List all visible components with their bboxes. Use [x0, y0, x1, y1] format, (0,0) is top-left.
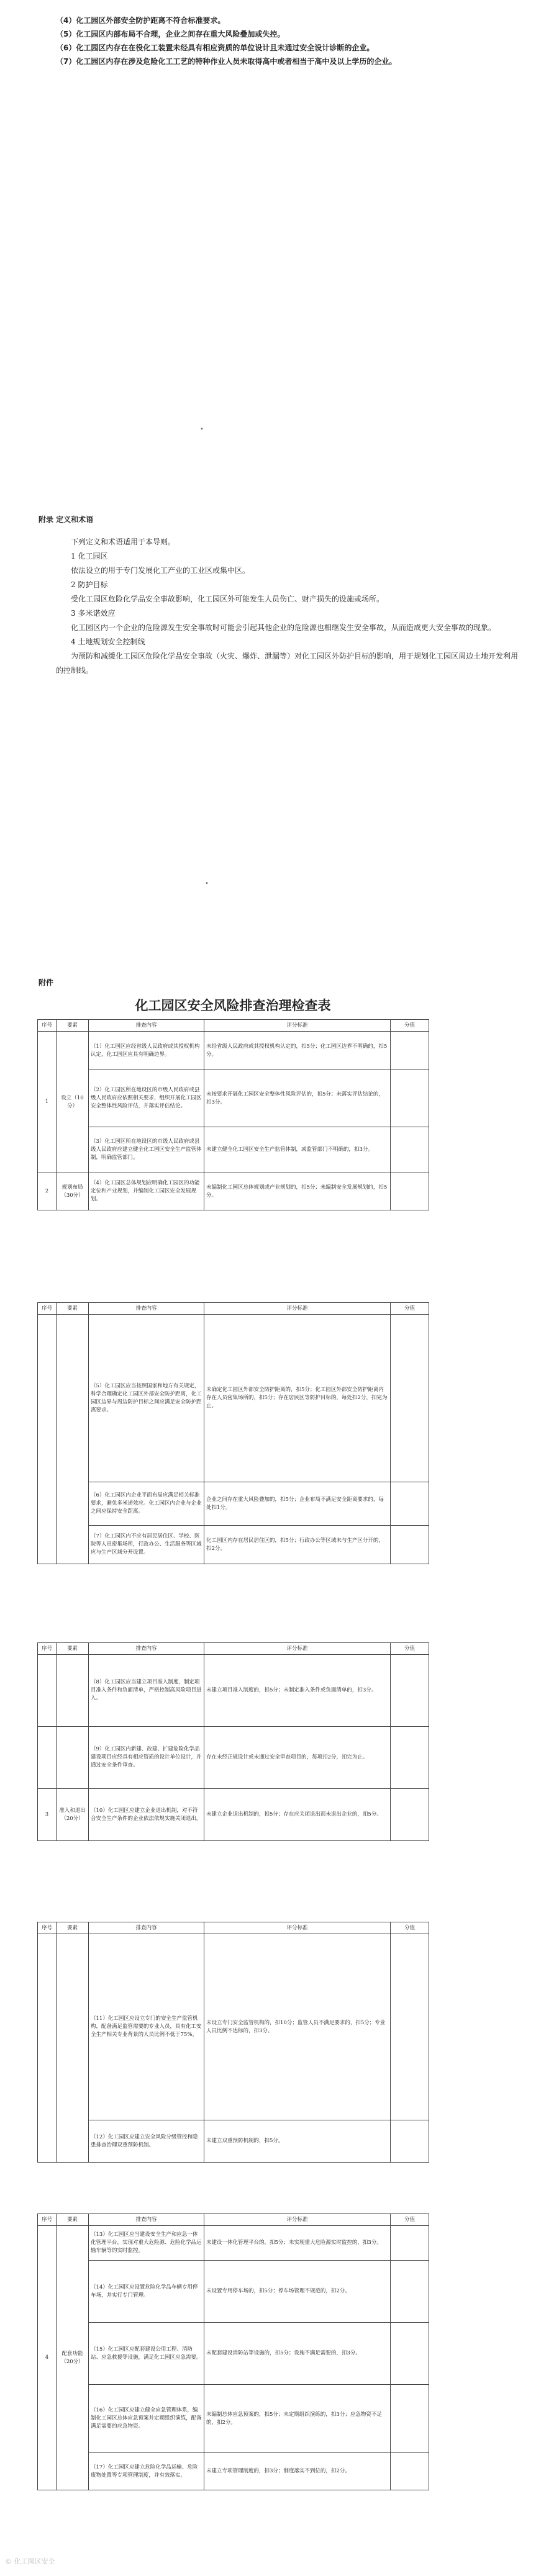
cell-content: （9）化工园区内新建、改建、扩建危险化学品建设项目应经具有相应资质的设计单位设计，并通过安全条件审查。: [89, 1727, 204, 1789]
table-row: [38, 1173, 429, 1210]
table-row: [38, 1032, 429, 1070]
table-row: [38, 1482, 429, 1526]
cell-score: [391, 1727, 429, 1789]
cell-no: 3: [38, 1789, 57, 1841]
check-table-4: [37, 1922, 429, 2163]
cell-score: [391, 2323, 429, 2385]
definition-term: 2 防护目标: [71, 580, 108, 589]
cell-element: 准入和退出（20分）: [57, 1789, 89, 1841]
attachment-title: 化工园区安全风险排查治理检查表: [135, 998, 331, 1013]
table-row: [38, 1934, 429, 2120]
cell-score: [391, 2261, 429, 2323]
header-score: 分值: [391, 1020, 429, 1032]
cell-content: （12）化工园区应建立安全风险分级管控和隐患排查治理双重预防机制。: [89, 2120, 204, 2163]
header-criteria: 评分标准: [204, 1303, 391, 1315]
table-header-row: [38, 1020, 429, 1032]
intro-item: （7）化工园区内存在涉及危险化工工艺的特种作业人员未取得高中或者相当于高中及以上学历的企业。: [56, 57, 397, 66]
header-content: 排查内容: [89, 1643, 204, 1655]
check-table-3: [37, 1642, 429, 1841]
header-content: 排查内容: [89, 1922, 204, 1934]
cell-element: [57, 1655, 89, 1727]
cell-content: （13）化工园区应当建设安全生产和应急一体化管理平台，实现对重大危险源、危险化学品运输车辆等的实时监控。: [89, 2226, 204, 2261]
cell-criteria: 未建立企业退出机制的，扣5分；存在应关闭退出而未退出企业的，扣5分。: [204, 1789, 391, 1841]
table-row: [38, 2120, 429, 2163]
cell-criteria: 未编制化工园区总体规划或产业规划的，扣5分；未编制安全发展规划的，扣5分。: [204, 1173, 391, 1210]
header-no: 序号: [38, 1303, 57, 1315]
table-row: [38, 1727, 429, 1789]
header-content: 排查内容: [89, 1020, 204, 1032]
header-content: 排查内容: [89, 2214, 204, 2226]
header-criteria: 评分标准: [204, 1020, 391, 1032]
cell-score: [391, 2120, 429, 2163]
cell-score: [391, 1482, 429, 1526]
table-row: [38, 2226, 429, 2261]
definition-term: 4 土地规划安全控制线: [71, 637, 145, 646]
cell-content: （3）化工园区所在地设区的市级人民政府或县级人民政府应建立健全化工园区安全生产监管体制，明确监管部门。: [89, 1127, 204, 1173]
header-no: 序号: [38, 1643, 57, 1655]
page-marker: •: [205, 880, 209, 887]
header-element: 要素: [57, 1020, 89, 1032]
cell-criteria: 未设置专用停车场的，扣5分；停车场管理不规范的，扣2分。: [204, 2261, 391, 2323]
cell-content: （10）化工园区应建立企业退出机制，对不符合安全生产条件的企业依法依规实施关闭退出。: [89, 1789, 204, 1841]
attachment-label: 附件: [39, 978, 54, 987]
cell-score: [391, 1315, 429, 1482]
cell-content: （2）化工园区所在地设区的市级人民政府或县级人民政府应依照相关要求，组织开展化工园区安全整体性风险评估，并落实评估结论。: [89, 1070, 204, 1127]
cell-no: 2: [38, 1173, 57, 1210]
cell-criteria: 未经省级人民政府或其授权机构认定的，扣5分；化工园区边界不明确的，扣5分。: [204, 1032, 391, 1070]
cell-score: [391, 2385, 429, 2453]
table-header-row: [38, 1303, 429, 1315]
intro-item: （4）化工园区外部安全防护距离不符合标准要求。: [56, 16, 225, 25]
header-score: 分值: [391, 1922, 429, 1934]
table-row: [38, 1526, 429, 1564]
cell-criteria: 未建立专项管理制度的，扣3分；制度落实不到位的，扣2分。: [204, 2453, 391, 2490]
header-criteria: 评分标准: [204, 1922, 391, 1934]
cell-no: [38, 1655, 57, 1727]
cell-no: [38, 1315, 57, 1564]
cell-criteria: 未建立健全化工园区安全生产监管体制，或监管部门不明确的，扣3分。: [204, 1127, 391, 1173]
header-score: 分值: [391, 2214, 429, 2226]
cell-score: [391, 1127, 429, 1173]
intro-item: （5）化工园区内部布局不合理，企业之间存在重大风险叠加或失控。: [56, 30, 285, 38]
cell-score: [391, 2453, 429, 2490]
cell-element: 设立（10分）: [57, 1032, 89, 1173]
header-element: 要素: [57, 1643, 89, 1655]
table-row: [38, 2323, 429, 2385]
cell-score: [391, 1655, 429, 1727]
page-marker: •: [200, 426, 204, 433]
cell-element: 配套功能（20分）: [57, 2226, 89, 2490]
cell-content: （1）化工园区应经省级人民政府或其授权机构认定，化工园区应具有明确边界。: [89, 1032, 204, 1070]
header-element: 要素: [57, 1303, 89, 1315]
table-row: [38, 1127, 429, 1173]
cell-no: [38, 1934, 57, 2163]
cell-content: （7）化工园区内不应有居民居住区、学校、医院等人员密集场所，行政办公、生活服务等区域应与生产区域分开设置。: [89, 1526, 204, 1564]
table-row: [38, 2385, 429, 2453]
cell-score: [391, 1173, 429, 1210]
cell-content: （8）化工园区应当建立项目准入制度，制定项目准入条件和负面清单，严格控制高风险项目进入。: [89, 1655, 204, 1727]
cell-score: [391, 1070, 429, 1127]
header-criteria: 评分标准: [204, 2214, 391, 2226]
header-criteria: 评分标准: [204, 1643, 391, 1655]
header-no: 序号: [38, 1922, 57, 1934]
cell-content: （16）化工园区应建立健全应急管理体系，编制化工园区总体应急预案并定期组织演练，配备满足需要的应急物资。: [89, 2385, 204, 2453]
watermark-text: © 化工园区安全: [5, 2557, 55, 2565]
header-content: 排查内容: [89, 1303, 204, 1315]
cell-content: （11）化工园区应设立专门的安全生产监管机构，配备满足监管需要的专业人员，具有化工安全生产相关专业背景的人员比例不低于75%。: [89, 1934, 204, 2120]
definition-text: 化工园区内一个企业的危险源发生安全事故时可能会引起其他企业的危险源也相继发生安全事故，从而造成更大安全事故的现象。: [71, 623, 496, 632]
header-score: 分值: [391, 1643, 429, 1655]
table-row: [38, 1315, 429, 1482]
cell-criteria: 未编制总体应急预案的，扣5分；未定期组织演练的，扣3分；应急物资不足的，扣2分。: [204, 2385, 391, 2453]
cell-element: [57, 1727, 89, 1789]
intro-item: （6）化工园区内存在在役化工装置未经具有相应资质的单位设计且未通过安全设计诊断的企业。: [56, 43, 375, 52]
cell-criteria: 化工园区内存在居民居住区的，扣5分；行政办公等区域未与生产区分开的，扣2分。: [204, 1526, 391, 1564]
cell-no: 1: [38, 1032, 57, 1173]
table-row: [38, 1070, 429, 1127]
header-no: 序号: [38, 1020, 57, 1032]
appendix-definitions: [0, 535, 559, 678]
header-no: 序号: [38, 2214, 57, 2226]
cell-content: （15）化工园区应配套建设公用工程、消防站、应急救援等设施，满足化工园区应急需要。: [89, 2323, 204, 2385]
appendix-heading: 附录 定义和术语: [39, 515, 94, 524]
definition-text: 依法设立的用于专门发展化工产业的工业区或集中区。: [71, 566, 250, 575]
cell-content: （17）化工园区应建立危险化学品运输、危险废物处置等专项管理制度，并有效落实。: [89, 2453, 204, 2490]
cell-criteria: 未按要求开展化工园区安全整体性风险评估的，扣5分；未落实评估结论的，扣3分。: [204, 1070, 391, 1127]
cell-content: （5）化工园区应当按照国家和地方有关规定，科学合理确定化工园区外部安全防护距离，化工园区边界与周边防护目标之间应满足安全防护距离要求。: [89, 1315, 204, 1482]
cell-no: 4: [38, 2226, 57, 2490]
cell-criteria: 未设立专门安全监管机构的，扣10分；监管人员不满足要求的，扣5分；专业人员比例不达标的，扣3分。: [204, 1934, 391, 2120]
cell-criteria: 未配套建设消防站等设施的，扣5分；设施不满足需要的，扣3分。: [204, 2323, 391, 2385]
table-row: [38, 1789, 429, 1841]
cell-score: [391, 1526, 429, 1564]
cell-element: [57, 1934, 89, 2163]
cell-score: [391, 1934, 429, 2120]
table-row: [38, 2453, 429, 2490]
definition-text: 受化工园区危险化学品安全事故影响，化工园区外可能发生人员伤亡、财产损失的设施或场所。: [71, 595, 384, 603]
cell-score: [391, 1032, 429, 1070]
check-table-2: [37, 1302, 429, 1564]
definition-term: 1 化工园区: [71, 552, 108, 561]
cell-content: （4）化工园区总体规划应明确化工园区的功能定位和产业规划，并编制化工园区安全发展规划。: [89, 1173, 204, 1210]
header-element: 要素: [57, 2214, 89, 2226]
table-row: [38, 2261, 429, 2323]
table-row: [38, 1655, 429, 1727]
cell-criteria: 存在未经正规设计或未通过安全审查项目的，每项扣2分，扣完为止。: [204, 1727, 391, 1789]
cell-criteria: 未建立双重预防机制的，扣5分。: [204, 2120, 391, 2163]
table-header-row: [38, 1643, 429, 1655]
cell-score: [391, 2226, 429, 2261]
cell-criteria: 未确定化工园区外部安全防护距离的，扣5分；化工园区外部安全防护距离内存在人员密集场所的，扣5分；存在居民区等防护目标的，每处扣2分，扣完为止。: [204, 1315, 391, 1482]
cell-content: （6）化工园区内企业平面布局应满足相关标准要求，避免多米诺效应。化工园区内企业与企业之间应保持安全距离。: [89, 1482, 204, 1526]
cell-score: [391, 1789, 429, 1841]
cell-criteria: 企业之间存在重大风险叠加的，扣5分；企业布局不满足安全距离要求的，每处扣1分。: [204, 1482, 391, 1526]
cell-element: [57, 1315, 89, 1564]
intro-list: [0, 14, 466, 68]
cell-criteria: 未建立项目准入制度的，扣5分；未制定准入条件或负面清单的，扣3分。: [204, 1655, 391, 1727]
definition-text: 为预防和减缓化工园区危险化学品安全事故（火灾、爆炸、泄漏等）对化工园区外防护目标的影响，用于规划化工园区周边土地开发利用的控制线。: [56, 652, 519, 675]
check-table-1: [37, 1019, 429, 1210]
cell-element: 规划布局（30分）: [57, 1173, 89, 1210]
cell-criteria: 未建设一体化管理平台的，扣5分；未实现重大危险源实时监控的，扣3分。: [204, 2226, 391, 2261]
table-header-row: [38, 2214, 429, 2226]
cell-content: （14）化工园区应设置危险化学品车辆专用停车场，并实行专门管理。: [89, 2261, 204, 2323]
definition-term: 3 多米诺效应: [71, 609, 116, 618]
header-element: 要素: [57, 1922, 89, 1934]
header-score: 分值: [391, 1303, 429, 1315]
cell-no: [38, 1727, 57, 1789]
check-table-5: [37, 2213, 429, 2490]
definition-text: 下列定义和术语适用于本导则。: [71, 538, 176, 546]
table-header-row: [38, 1922, 429, 1934]
